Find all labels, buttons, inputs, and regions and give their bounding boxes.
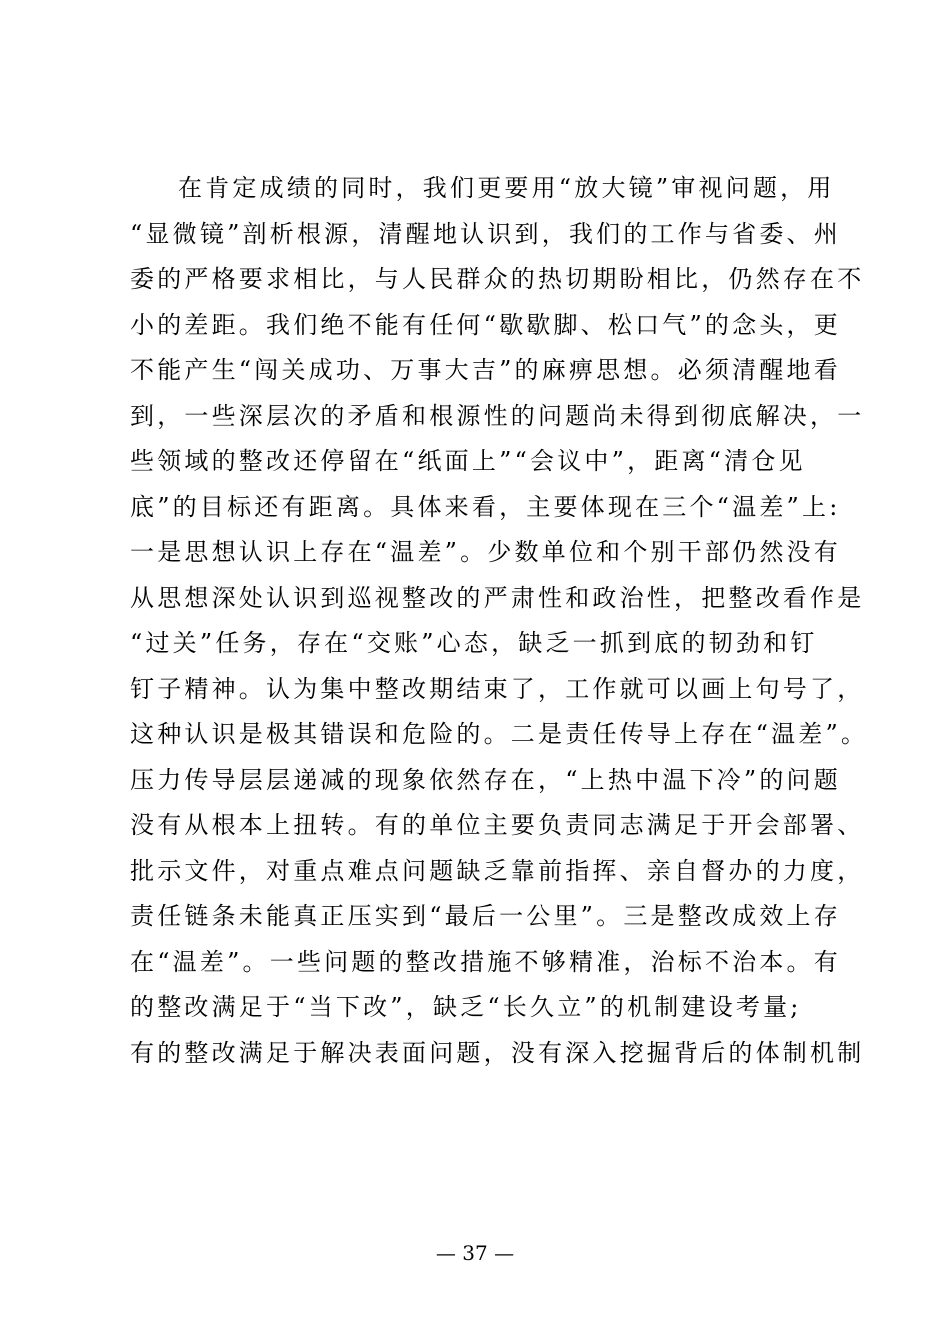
text-line: 的整改满足于“当下改”，缺乏“长久立”的机制建设考量; — [130, 993, 802, 1021]
text-line: 底”的目标还有距离。具体来看，主要体现在三个“温差”上: — [130, 492, 841, 521]
text-line: 些领域的整改还停留在“纸面上”“会议中”，距离“清仓见 — [130, 447, 806, 475]
text-line: 没有从根本上扭转。有的单位主要负责同志满足于开会部署、 — [130, 811, 865, 839]
text-line: 从思想深处认识到巡视整改的严肃性和政治性，把整改看作是 — [130, 583, 865, 612]
text-line: “过关”任务，存在“交账”心态，缺乏一抓到底的韧劲和钉 — [130, 629, 818, 657]
text-line: 小的差距。我们绝不能有任何“歇歇脚、松口气”的念头，更 — [130, 310, 841, 339]
text-line: 责任链条未能真正压实到“最后一公里”。三是整改成效上存 — [130, 902, 841, 930]
text-line: 一是思想认识上存在“温差”。少数单位和个别干部仍然没有 — [130, 538, 841, 566]
page-number: — 37 — — [435, 1241, 515, 1265]
text-line: 到，一些深层次的矛盾和根源性的问题尚未得到彻底解决，一 — [130, 401, 865, 430]
text-line: 在肯定成绩的同时，我们更要用“放大镜”审视问题，用 — [178, 174, 835, 202]
body-text — [130, 166, 869, 1076]
text-line: 在“温差”。一些问题的整改措施不够精准，治标不治本。有 — [130, 947, 841, 976]
text-line: 委的严格要求相比，与人民群众的热切期盼相比，仍然存在不 — [130, 265, 865, 293]
text-line: 钉子精神。认为集中整改期结束了，工作就可以画上句号了， — [130, 674, 865, 703]
text-line: 不能产生“闯关成功、万事大吉”的麻痹思想。必须清醒地看 — [130, 356, 841, 384]
text-line: 压力传导层层递减的现象依然存在，“上热中温下冷”的问题 — [130, 765, 841, 794]
text-line: 有的整改满足于解决表面问题，没有深入挖掘背后的体制机制 — [130, 1038, 865, 1067]
text-line: “显微镜”剖析根源，清醒地认识到，我们的工作与省委、州 — [130, 219, 841, 248]
text-line: 批示文件，对重点难点问题缺乏靠前指挥、亲自督办的力度， — [130, 856, 865, 885]
text-line: 这种认识是极其错误和危险的。二是责任传导上存在“温差”。 — [130, 720, 869, 748]
